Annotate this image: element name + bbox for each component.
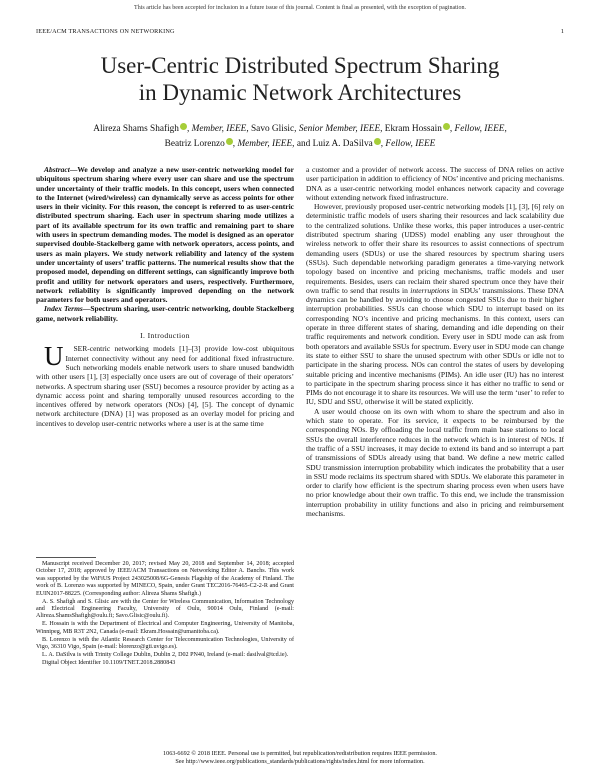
- orcid-icon[interactable]: [443, 123, 450, 130]
- author-name: Savo Glisic: [251, 124, 295, 134]
- running-head: IEEE/ACM TRANSACTIONS ON NETWORKING: [36, 28, 175, 35]
- author-name: Luiz A. DaSilva: [312, 139, 373, 149]
- orcid-icon[interactable]: [180, 123, 187, 130]
- author-role: Senior Member, IEEE: [298, 124, 381, 134]
- footnote-affiliation: A. S. Shafigh and S. Glisic are with the Center for Wireless Communication, Information Technology and Electrical Engineering Faculty, University of Oulu, 90014 Oulu, Finland (e-mail: Alireza.ShamsShafigh@oulu.fi; Savo.Glisic@oulu.fi).: [36, 598, 294, 620]
- emphasis-text: interruptions: [410, 285, 450, 295]
- author-name: Ekram Hossain: [384, 124, 442, 134]
- footnote-affiliation: B. Lorenzo is with the Atlantic Research Center for Telecommunication Technologies, University of Vigo, 36310 Vigo, Spain (e-mail: blorenzo@gti.uvigo.es).: [36, 636, 294, 650]
- author-line-1: Alireza Shams Shafigh , Member, IEEE, Savo Glisic, Senior Member, IEEE, Ekram Hossain , Fellow, IEEE,: [93, 124, 507, 134]
- footnote-affiliation: E. Hossain is with the Department of Electrical and Computer Engineering, University of Manitoba, Winnipeg, MB R3T 2N2, Canada (e-mail: Ekram.Hossain@umanitoba.ca).: [36, 621, 294, 635]
- title-line-2: in Dynamic Network Architectures: [138, 80, 462, 105]
- author-name: Beatriz Lorenzo: [164, 139, 225, 149]
- author-role: Fellow, IEEE: [385, 139, 436, 149]
- orcid-icon[interactable]: [374, 138, 381, 145]
- paper-title: [36, 52, 564, 106]
- body-text: in SDUs’ transmissions. These DNA dynamics can be handled by avoiding to choose congested SSUs due to their higher interruption probabilities. SSUs can choose which SDU to interrupt based on its corresponding NO’s incentive and pricing mechanisms. In this context, users can operate in three different states of sharing, demanding and idle depending on their traffic requirements and network condition. Every user in SDU mode can ask from both operators and available SSUs for spectrum. Every user in SDU mode can change its state to either SSU to share the unused spectrum with other SDUs or idle not to participate in the sharing process. NOs can control the states of users by developing suitable pricing and incentive mechanisms (PIMs). An idle user (IU) has no interest to participate in the spectrum sharing process since it has either no traffic to send or PIMs do not encourage it to share its resources. We will use the term ‘user’ to refer to IU, SDU and SSU, otherwise it will be stated explicitly.: [306, 285, 565, 407]
- abstract-text: —We develop and analyze a new user-centric networking model for ubiquitous spectrum sharing where every user can share and use the spectrum under uncertainty of their traffic models. In this concept, users when connected to the Internet (wired/wireless) can dynamically serve as access points for other users in their vicinity. For this reason, the concept is referred to as user-centric distributed spectrum sharing. Each user in spectrum sharing mode utilizes a part of its available spectrum for its own traffic and remaining part to share with users in spectrum demanding modes. The model is designed as an operator supervised double-Stackelberg game with network operators, access points, and users as main players. We study network reliability and latency of the system under uncertainty of users’ traffic patterns. The numerical results show that the proposed model, depending on different settings, can significantly improve both profit and utility for network operators and users, respectively. Furthermore, network reliability is significantly improved depending on the network parameters for both users and operators.: [36, 165, 294, 305]
- intro-text: SER-centric networking models [1]–[3] provide low-cost ubiquitous Internet connectivity without any need for additional fixed infrastructure. Such networking models enable network users to share unused bandwidth with other users [1], [3] especially once users are out of coverage of their operators’ networks. A spectrum sharing user (SSU) becomes a resource provider by acting as a dynamic access point and sharing temporally unused resources according to the incentives offered by network operators (NOs) [4], [5]. The concept of dynamic network architecture (DNA) [1] was proposed as an overlay model for pricing and incentives to develop user-centric networks where a user is at the same time: [36, 344, 294, 428]
- page-number: 1: [560, 28, 564, 35]
- index-terms: [36, 304, 294, 323]
- body-paragraph: a customer and a provider of network access. The success of DNA relies on active user participation in addition to efficiency of NOs’ incentive and pricing mechanisms. DNA as a user-centric networking model enhances network capacity and coverage without extending network fixed infrastructure.: [306, 165, 564, 202]
- title-line-1: User-Centric Distributed Spectrum Sharing: [100, 53, 500, 78]
- footnote-doi: Digital Object Identifier 10.1109/TNET.2018.2880843: [42, 659, 176, 666]
- copyright-line-2[interactable]: See http://www.ieee.org/publications_standards/publications/rights/index.html for more information.: [175, 757, 425, 765]
- left-column: [36, 165, 294, 428]
- orcid-icon[interactable]: [226, 138, 233, 145]
- footnote-affiliation: L. A. DaSilva is with Trinity College Dublin, Dublin 2, D02 PN40, Ireland (e-mail: dasilval@tcd.ie).: [42, 651, 289, 658]
- author-conjunction: and: [296, 139, 311, 149]
- author-list: [36, 122, 564, 152]
- abstract-label: Abstract: [44, 165, 70, 174]
- copyright-notice: [0, 750, 600, 765]
- acceptance-note: This article has been accepted for inclusion in a future issue of this journal. Content is final as presented, with the exception of pagination.: [134, 5, 466, 11]
- footnotes: [36, 557, 294, 668]
- copyright-line-1: 1063-6692 © 2018 IEEE. Personal use is permitted, but republication/redistribution requires IEEE permission.: [163, 750, 437, 757]
- author-name: Alireza Shams Shafigh: [93, 124, 179, 134]
- footnote-rule: [36, 557, 96, 558]
- author-role: Member, IEEE: [237, 139, 293, 149]
- body-paragraph: [306, 202, 564, 407]
- author-line-2: Beatriz Lorenzo , Member, IEEE, and Luiz A. DaSilva , Fellow, IEEE: [164, 139, 436, 149]
- right-column: [306, 165, 564, 518]
- body-text: However, previously proposed user-centric networking models [1], [3], [6] rely on deterministic traffic models of users sharing their resources and lack scalability due to the centralized solutions. Unlike these works, this paper introduces a user-centric distributed spectrum sharing (UDSS) model enabling any user throughout the wireless network to offer their share its resources to assist connections of spectrum demanding users (SDUs) or use the shared resources by spectrum sharing users (SSUs). Such dependable networking paradigm generates a time-varying network topology based on incentive and pricing mechanisms, traffic models and user requirements. Besides, users can reclaim their shared spectrum once they have their own traffic to send that results in: [306, 202, 564, 295]
- body-paragraph: A user would choose on its own with whom to share the spectrum and also in which state to operate. For its service, it expects to be reimbursed by the corresponding NOs. By offloading the local traffic from main base stations to local SSUs the overall interference reduces in the network which is in interest of NOs. If the traffic of a SSU increases, it may decide to extend its band and so interrupt a part of transmissions of SDUs already using that band. We define a new metric called SDU transmission interruption probability which indicates the probability that a user in SSU mode reclaims its spectrum shared with SDUs. We elaborate this parameter in order to clarify how efficient is the spectrum sharing process even when users have no prior knowledge about their own traffic. To this end, we include the transmission interruption probability in utility functions and also in pricing and reimbursement mechanisms.: [306, 406, 564, 518]
- index-terms-label: Index Terms: [44, 304, 83, 314]
- drop-cap: U: [44, 341, 64, 372]
- intro-paragraph: [36, 341, 294, 428]
- footnote-manuscript: Manuscript received December 20, 2017; revised May 20, 2018 and September 14, 2018; accepted October 17, 2018; approved by IEEE/ACM Transactions on Networking Editor A. Banchs. This work was supported by the WiFiUS Project 243025008/6G-Genesis Flagship of the Academy of Finland. The work of B. Lorenzo was supported by MINECO, Spain, under Grant TEC2016-76465-C2-2-R and Grant EUIN2017-88225. (Corresponding author: Alireza Shams Shafigh.): [36, 561, 294, 597]
- author-role: Member, IEEE: [191, 124, 247, 134]
- author-role: Fellow, IEEE: [454, 124, 505, 134]
- index-terms-text: —Spectrum sharing, user-centric networking, double Stackelberg game, network reliability.: [36, 304, 294, 323]
- abstract: [36, 165, 294, 304]
- section-heading: I. Introduction: [140, 331, 190, 341]
